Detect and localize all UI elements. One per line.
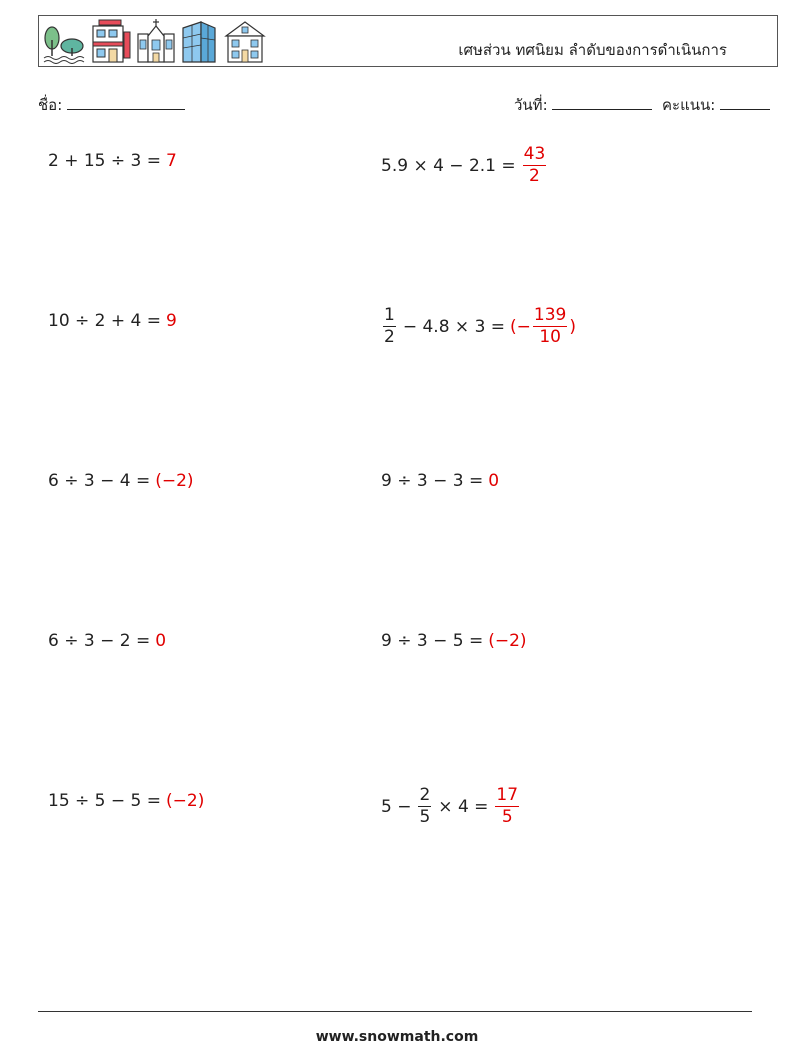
score-blank[interactable]	[720, 95, 770, 110]
problem-expression: 6 ÷ 3 − 4 =	[48, 471, 151, 491]
operand-fraction	[418, 787, 431, 826]
problem-expression: − 4.8 × 3 =	[402, 316, 506, 337]
problem-answer: 0	[155, 631, 167, 651]
date-label: วันที่:	[514, 96, 548, 114]
problem-2	[381, 146, 548, 185]
office-tower-icon	[179, 18, 219, 64]
problem-expression: 9 ÷ 3 − 3 =	[381, 471, 484, 491]
answer-numerator: 43	[523, 144, 546, 164]
problem-expression: 9 ÷ 3 − 5 =	[381, 631, 484, 651]
name-label: ชื่อ:	[38, 96, 63, 114]
date-blank[interactable]	[552, 95, 652, 110]
score-field[interactable]	[662, 93, 770, 117]
answer-fraction	[495, 787, 519, 826]
problem-7	[48, 631, 166, 651]
problem-answer: (−2)	[155, 471, 194, 491]
problem-answer: 0	[488, 471, 500, 491]
answer-fraction	[523, 146, 547, 185]
problem-4	[381, 307, 576, 346]
answer-denominator: 5	[501, 807, 513, 827]
answer-suffix: )	[569, 316, 577, 337]
header-box	[38, 15, 778, 67]
problem-expression: 6 ÷ 3 − 2 =	[48, 631, 151, 651]
problem-6	[381, 471, 499, 491]
problem-expression: 10 ÷ 2 + 4 =	[48, 311, 162, 331]
problem-expression: 15 ÷ 5 − 5 =	[48, 791, 162, 811]
problem-expression: 2 + 15 ÷ 3 =	[48, 151, 162, 171]
answer-prefix: (−	[510, 316, 531, 337]
operand-fraction	[383, 307, 396, 346]
operand-numerator: 2	[419, 785, 431, 805]
date-field[interactable]	[514, 93, 652, 117]
answer-denominator: 10	[539, 327, 561, 347]
problem-answer: (−2)	[166, 791, 205, 811]
operand-numerator: 1	[384, 305, 395, 325]
problem-5	[48, 471, 194, 491]
house-icon	[222, 18, 268, 64]
operand-denominator: 5	[419, 807, 431, 827]
problem-expression: 5.9 × 4 − 2.1 =	[381, 155, 516, 176]
name-blank[interactable]	[67, 95, 185, 110]
problem-expression: × 4 =	[438, 796, 489, 817]
problem-8	[381, 631, 527, 651]
answer-numerator: 139	[533, 305, 567, 325]
operand-denominator: 2	[384, 327, 395, 347]
problem-1	[48, 151, 177, 171]
name-field[interactable]	[38, 93, 185, 117]
problem-9	[48, 791, 204, 811]
footer-divider	[38, 1011, 752, 1012]
problem-answer: 7	[166, 151, 177, 171]
logo	[42, 18, 268, 64]
score-label: คะแนน:	[662, 96, 716, 114]
problem-answer: 9	[166, 311, 177, 331]
shop-icon	[89, 18, 133, 64]
answer-denominator: 2	[529, 166, 540, 186]
problem-3	[48, 311, 177, 331]
worksheet-title: เศษส่วน ทศนิยม ลำดับของการดำเนินการ	[458, 41, 727, 59]
trees-icon	[42, 18, 86, 64]
church-icon	[136, 18, 176, 64]
answer-fraction	[533, 307, 567, 346]
problem-10	[381, 787, 521, 826]
answer-numerator: 17	[496, 785, 519, 805]
problem-expression-lead: 5 −	[381, 796, 412, 817]
problem-answer: (−2)	[488, 631, 527, 651]
footer-website[interactable]: www.snowmath.com	[315, 1029, 479, 1045]
